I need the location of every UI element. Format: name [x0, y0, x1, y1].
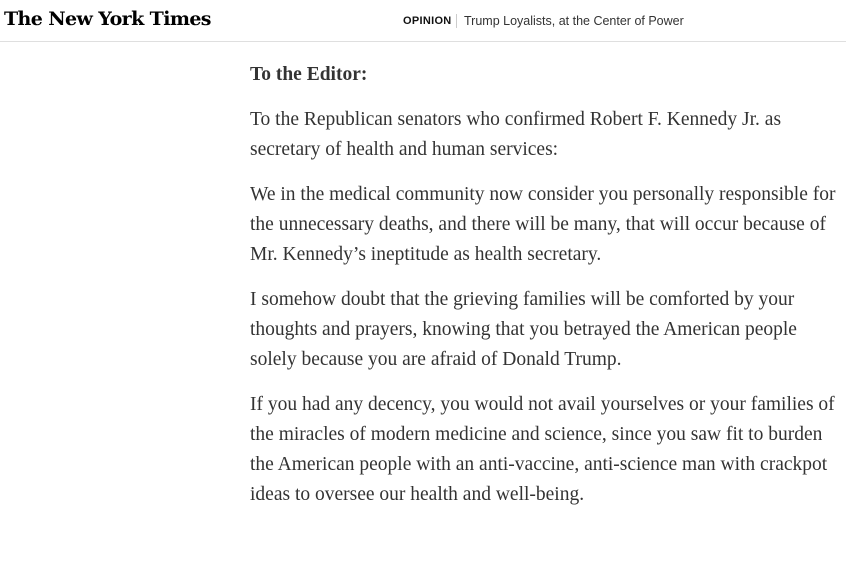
nyt-logo[interactable]: The New York Times [4, 8, 211, 30]
article-body [250, 60, 842, 525]
header-headline: Trump Loyalists, at the Center of Power [464, 14, 684, 28]
header-divider [456, 14, 457, 28]
site-header [0, 0, 846, 42]
article-paragraph: I somehow doubt that the grieving families will be comforted by your thoughts and prayers, knowing that you betrayed the American people solely because you are afraid of Donald Trump. [250, 289, 797, 370]
article-paragraph: We in the medical community now consider you personally responsible for the unnecessary deaths, and there will be many, that will occur because of Mr. Kennedy’s ineptitude as health secretary. [250, 184, 836, 265]
letter-salutation: To the Editor: [250, 64, 368, 85]
article-paragraph: To the Republican senators who confirmed Robert F. Kennedy Jr. as secretary of health and human services: [250, 109, 782, 160]
section-label-opinion[interactable]: OPINION [403, 15, 452, 27]
article-paragraph: If you had any decency, you would not avail yourselves or your families of the miracles of modern medicine and science, since you saw fit to burden the American people with an anti-vaccine, anti-science man with crackpot ideas to oversee our health and well-being. [250, 394, 835, 505]
